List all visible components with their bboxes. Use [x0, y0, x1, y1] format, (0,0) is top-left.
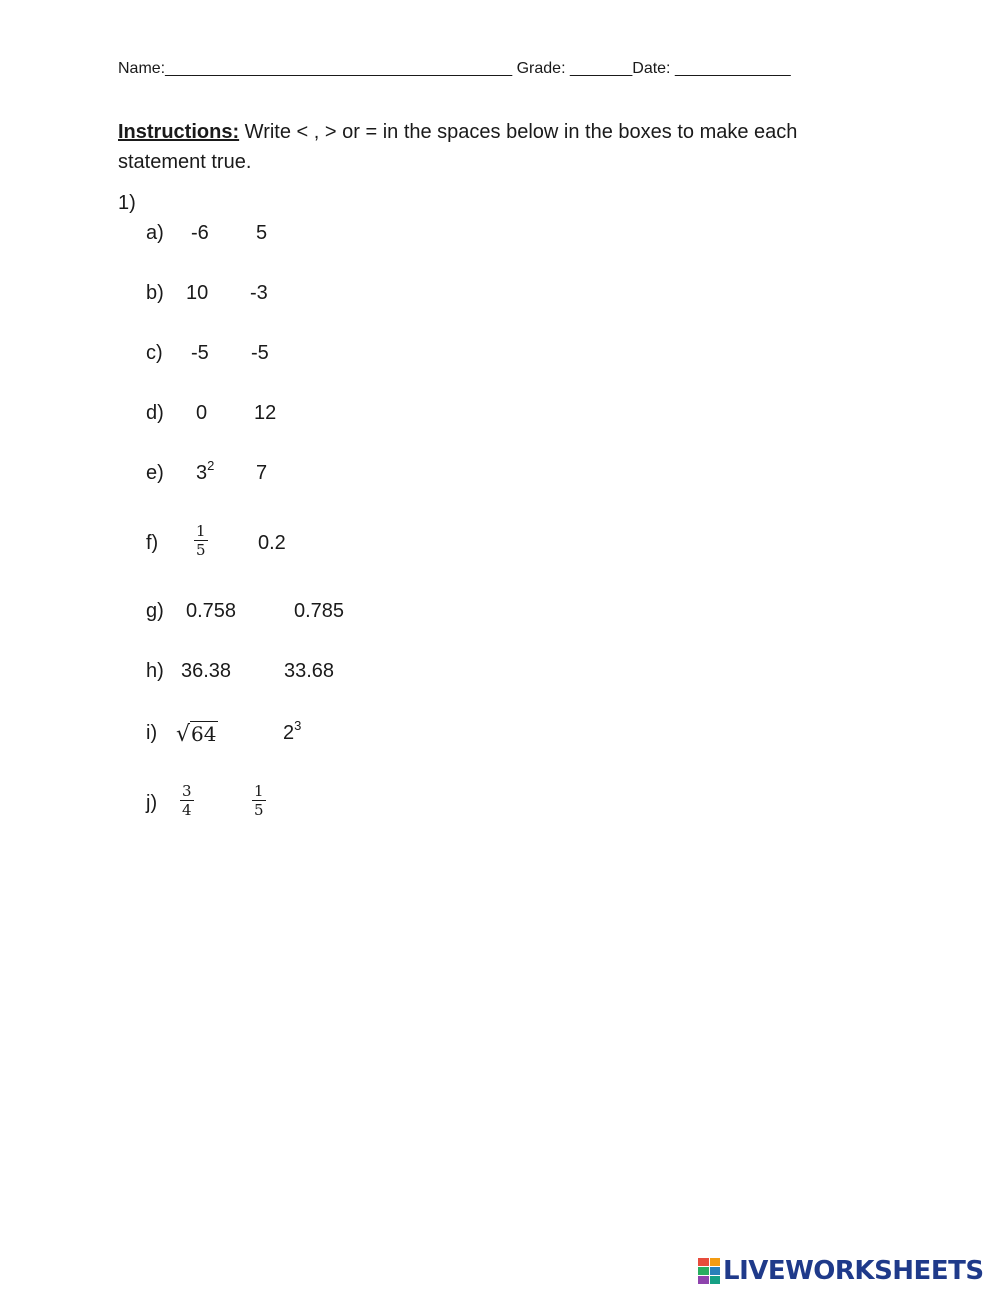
item-rhs: 33.68	[284, 660, 335, 682]
item-rhs: 0.785	[294, 600, 345, 622]
item-letter: f)	[146, 532, 159, 554]
item-rhs	[283, 718, 302, 745]
fraction	[252, 782, 266, 819]
fraction	[180, 782, 194, 819]
item-lhs: -6	[191, 222, 209, 244]
item-rhs: 5	[256, 222, 268, 244]
instructions-heading: Instructions:	[118, 121, 240, 143]
radical-sign-icon: √	[176, 722, 191, 747]
logo-mark-tile	[710, 1267, 721, 1275]
fraction-numerator: 1	[196, 522, 206, 540]
fraction-denominator: 4	[182, 801, 192, 819]
item-lhs	[176, 722, 218, 747]
item-letter: h)	[146, 660, 164, 682]
item-lhs	[194, 522, 208, 571]
item-letter: b)	[146, 282, 164, 304]
power-exponent: 2	[207, 458, 215, 473]
item-lhs: 10	[186, 282, 209, 304]
item-letter: i)	[146, 722, 158, 744]
item-lhs: 0.758	[186, 600, 237, 622]
item-lhs: 36.38	[181, 660, 232, 682]
item-rhs	[252, 782, 266, 831]
logo-text: LIVEWORKSHEETS	[723, 1256, 984, 1286]
item-letter: c)	[146, 342, 163, 364]
power-base: 2	[283, 722, 295, 744]
logo-mark-tile	[710, 1276, 721, 1284]
fraction	[194, 522, 208, 559]
item-rhs: 12	[254, 402, 277, 424]
item-letter: j)	[146, 792, 158, 814]
item-rhs: -3	[250, 282, 268, 304]
item-letter: d)	[146, 402, 164, 424]
item-rhs: 7	[256, 462, 268, 484]
item-letter: a)	[146, 222, 164, 244]
logo-mark-tile	[698, 1267, 709, 1275]
item-lhs	[196, 458, 215, 485]
item-lhs	[180, 782, 194, 831]
logo-mark-tile	[710, 1258, 721, 1266]
fraction-denominator: 5	[254, 801, 264, 819]
logo-mark-icon	[698, 1258, 720, 1284]
item-letter: g)	[146, 600, 164, 622]
power-base: 3	[196, 462, 208, 484]
instructions	[118, 117, 858, 177]
logo-mark-tile	[698, 1258, 709, 1266]
liveworksheets-logo	[698, 1254, 984, 1288]
item-rhs: -5	[251, 342, 269, 364]
question-number: 1)	[118, 192, 136, 214]
item-lhs: 0	[196, 402, 208, 424]
fraction-denominator: 5	[196, 541, 206, 559]
header-fields: Name:_______________________________________ Grade: _______Date: _____________	[118, 60, 791, 77]
fraction-numerator: 3	[182, 782, 192, 800]
item-lhs: -5	[191, 342, 209, 364]
square-root	[176, 722, 218, 746]
power-exponent: 3	[294, 718, 302, 733]
item-rhs: 0.2	[258, 532, 286, 554]
radicand: 64	[191, 722, 217, 746]
item-letter: e)	[146, 462, 164, 484]
fraction-numerator: 1	[254, 782, 264, 800]
instructions-text: Write < , > or = in the spaces below in the boxes to make each statement true.	[118, 121, 798, 173]
logo-mark-tile	[698, 1276, 709, 1284]
